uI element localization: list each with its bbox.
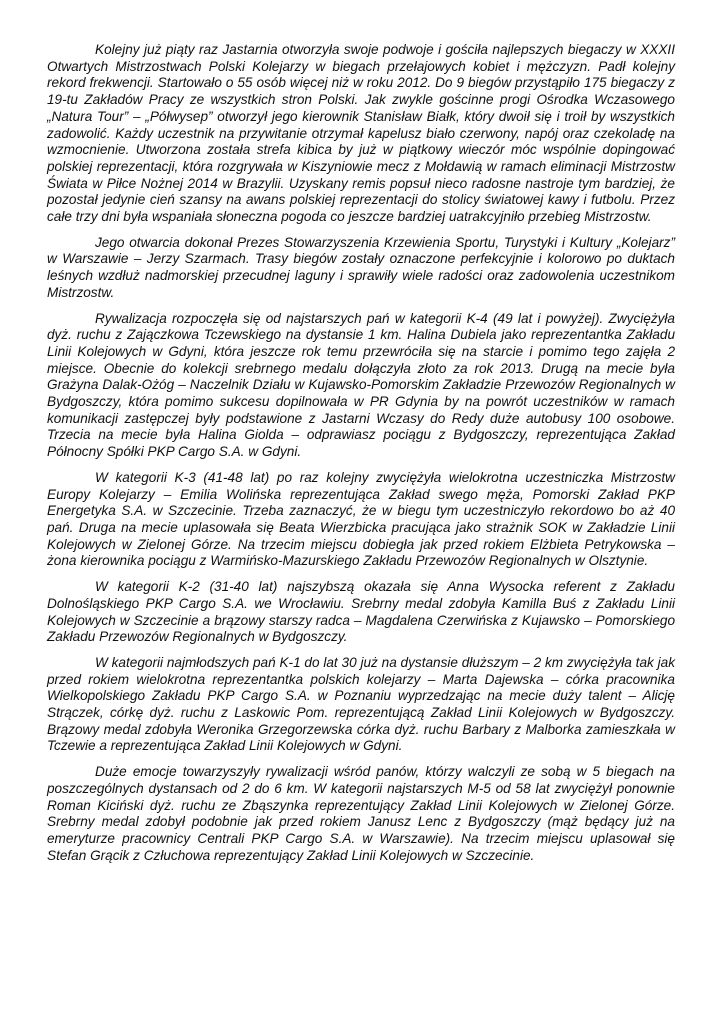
- document-page: [47, 42, 675, 873]
- paragraph-k4: Rywalizacja rozpoczęła się od najstarszych pań w kategorii K-4 (49 lat i powyżej). Zwyciężyła dyż. ruchu z Zajączkowa Tczewskiego na dystansie 1 km. Halina Dubiela jako reprezentantka Zakładu Linii Kolejowych w Gdyni, która jeszcze rok temu przewróciła się na starcie i pomimo tego zajęła 2 miejsce. Obecnie do kolekcji srebrnego medalu dołączyła złoto za rok 2013. Drugą na mecie była Grażyna Dalak-Ożóg – Naczelnik Działu w Kujawsko-Pomorskim Zakładzie Przewozów Regionalnych w Bydgoszczy, która pomimo sukcesu dopilnowała w PR Gdynia by na powrót uczestników w ramach komunikacji zastępczej były podstawione z Jastarni Wczasy do Redy duże autobusy 100 osobowe. Trzecia na mecie była Halina Giolda – odprawiasz pociągu z Bydgoszczy, reprezentująca Zakład Północny Spółki PKP Cargo S.A. w Gdyni.: [47, 310, 675, 460]
- paragraph-men: Duże emocje towarzyszyły rywalizacji wśród panów, którzy walczyli ze sobą w 5 biegach na poszczególnych dystansach od 2 do 6 km. W kategorii najstarszych M-5 od 58 lat zwyciężył ponownie Roman Kiciński dyż. ruchu ze Zbąszynka reprezentujący Zakład Linii Kolejowych w Zielonej Górze. Srebrny medal zdobył podobnie jak przed rokiem Janusz Lenc z Bydgoszczy (mąż będący już na emeryturze pracownicy Centrali PKP Cargo S.A. w Warszawie). Na trzecim miejscu uplasował się Stefan Grącik z Człuchowa reprezentujący Zakład Linii Kolejowych w Szczecinie.: [47, 764, 675, 863]
- paragraph-k3: W kategorii K-3 (41-48 lat) po raz kolejny zwyciężyła wielokrotna uczestniczka Mistrzostw Europy Kolejarzy – Emilia Wolińska reprezentująca Zakład swego męża, Pomorski Zakład PKP Energetyka S.A. w Szczecinie. Trzeba zaznaczyć, że w biegu tym uczestniczyło rekordowo bo aż 40 pań. Druga na mecie uplasowała się Beata Wierzbicka pracująca jako strażnik SOK w Zakładzie Linii Kolejowych w Zielonej Górze. Na trzecim miejscu dobiegła jak przed rokiem Elżbieta Petrykowska – żona kierownika pociągu z Warmińsko-Mazurskiego Zakładu Przewozów Regionalnych w Olsztynie.: [47, 469, 675, 569]
- paragraph-k1: W kategorii najmłodszych pań K-1 do lat 30 już na dystansie dłuższym – 2 km zwyciężyła tak jak przed rokiem wielokrotna reprezentantka polskich kolejarzy – Marta Dajewska – córka pracownika Wielkopolskiego Zakładu PKP Cargo S.A. w Poznaniu wyprzedzając na mecie duży talent – Alicję Strączek, córkę dyż. ruchu z Laskowic Pom. reprezentującą Zakład Linii Kolejowych w Bydgoszczy. Brązowy medal zdobyła Weronika Grzegorzewska córka dyż. ruchu Barbary z Malborka zamieszkała w Tczewie a reprezentująca Zakład Linii Kolejowych w Gdyni.: [47, 654, 675, 754]
- paragraph-intro: Kolejny już piąty raz Jastarnia otworzyła swoje podwoje i gościła najlepszych biegaczy w XXXII Otwartych Mistrzostwach Polski Kolejarzy w biegach przełajowych kobiet i mężczyzn. Padł kolejny rekord frekwencji. Startowało o 55 osób więcej niż w roku 2012. Do 9 biegów przystąpiło 175 biegaczy z 19-tu Zakładów Pracy ze wszystkich stron Polski. Jak zwykle gościnne progi Ośrodka Wczasowego „Natura Tour” – „Półwysep” otworzył jego kierownik Stanisław Białk, który dwoił się i troił by wszystkich zadowolić. Każdy uczestnik na przywitanie otrzymał kapelusz biało czerwony, napój oraz czekoladę na wzmocnienie. Utworzona została strefa kibica by już w piątkowy wieczór móc wspólnie dopingować polskiej reprezentacji, która rozgrywała w Kiszyniowie mecz z Mołdawią w ramach eliminacji Mistrzostw Świata w Piłce Nożnej 2014 w Brazylii. Uzyskany remis popsuł nieco radosne nastroje tym bardziej, że pozostał jedynie cień szansy na awans polskiej reprezentacji do stolicy światowej kawy i futbolu. Przez całe trzy dni była wspaniała słoneczna pogoda co jeszcze bardziej uatrakcyjniło przebieg Mistrzostw.: [47, 42, 675, 225]
- paragraph-k2: W kategorii K-2 (31-40 lat) najszybszą okazała się Anna Wysocka referent z Zakładu Dolnośląskiego PKP Cargo S.A. we Wrocławiu. Srebrny medal zdobyła Kamilla Buś z Zakładu Linii Kolejowych w Szczecinie a brązowy starszy radca – Magdalena Czerwińska z Kujawsko – Pomorskiego Zakładu Przewozów Regionalnych w Bydgoszczy.: [47, 579, 675, 645]
- paragraph-opening: Jego otwarcia dokonał Prezes Stowarzyszenia Krzewienia Sportu, Turystyki i Kultury „Kolejarz” w Warszawie – Jerzy Szarmach. Trasy biegów zostały oznaczone perfekcyjnie i kolorowo po duktach leśnych wzdłuż nadmorskiej przecudnej laguny i sprawiły wiele radości oraz zadowolenia uczestnikom Mistrzostw.: [47, 234, 675, 300]
